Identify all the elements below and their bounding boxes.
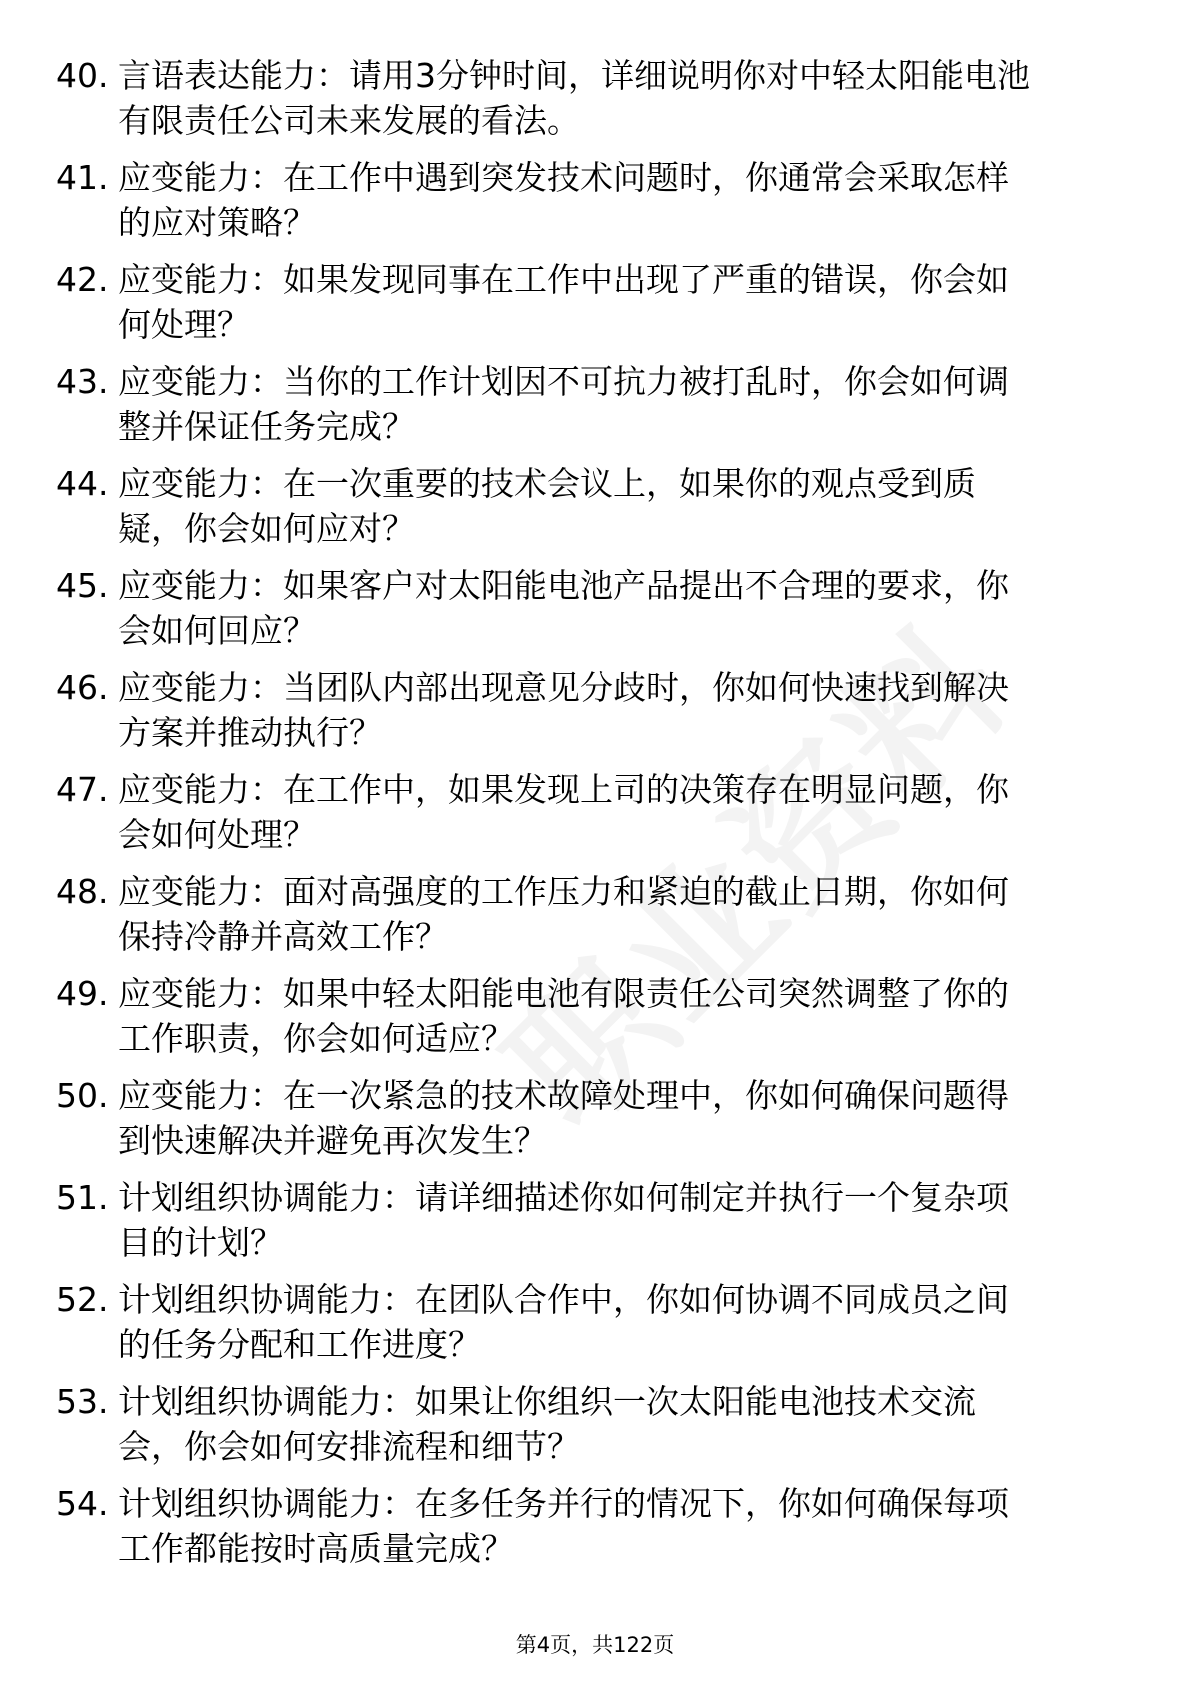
- question-text: 应变能力：当你的工作计划因不可抗力被打乱时，你会如何调整并保证任务完成？: [118, 362, 1009, 446]
- question-text: 应变能力：如果发现同事在工作中出现了严重的错误，你会如何处理？: [118, 260, 1009, 344]
- question-item: [56, 563, 1136, 653]
- question-number: 51.: [56, 1178, 109, 1217]
- question-item: [56, 767, 1136, 857]
- question-text: 应变能力：面对高强度的工作压力和紧迫的截止日期，你如何保持冷静并高效工作？: [118, 872, 1009, 956]
- question-number: 43.: [56, 362, 109, 401]
- question-item: [56, 53, 1136, 143]
- question-number: 41.: [56, 158, 109, 197]
- question-item: [56, 1175, 1136, 1265]
- question-item: [56, 971, 1136, 1061]
- question-text: 计划组织协调能力：在团队合作中，你如何协调不同成员之间的任务分配和工作进度？: [118, 1280, 1009, 1364]
- question-text: 应变能力：如果中轻太阳能电池有限责任公司突然调整了你的工作职责，你会如何适应？: [118, 974, 1009, 1058]
- question-text: 应变能力：在工作中遇到突发技术问题时，你通常会采取怎样的应对策略？: [118, 158, 1009, 242]
- page-footer: [0, 1630, 1190, 1660]
- question-item: [56, 155, 1136, 245]
- question-text: 计划组织协调能力：如果让你组织一次太阳能电池技术交流会，你会如何安排流程和细节？: [118, 1382, 976, 1466]
- question-item: [56, 461, 1136, 551]
- question-number: 40.: [56, 56, 109, 95]
- question-item: [56, 359, 1136, 449]
- question-number: 46.: [56, 668, 109, 707]
- question-item: [56, 257, 1136, 347]
- question-text: 应变能力：如果客户对太阳能电池产品提出不合理的要求，你会如何回应？: [118, 566, 1009, 650]
- question-number: 50.: [56, 1076, 109, 1115]
- question-text: 言语表达能力：请用3分钟时间，详细说明你对中轻太阳能电池有限责任公司未来发展的看法。: [118, 56, 1030, 140]
- question-number: 49.: [56, 974, 109, 1013]
- question-number: 52.: [56, 1280, 109, 1319]
- question-text: 应变能力：在一次重要的技术会议上，如果你的观点受到质疑，你会如何应对？: [118, 464, 976, 548]
- question-number: 44.: [56, 464, 109, 503]
- question-text: 应变能力：在工作中，如果发现上司的决策存在明显问题，你会如何处理？: [118, 770, 1009, 854]
- question-text: 计划组织协调能力：在多任务并行的情况下，你如何确保每项工作都能按时高质量完成？: [118, 1484, 1009, 1568]
- question-text: 计划组织协调能力：请详细描述你如何制定并执行一个复杂项目的计划？: [118, 1178, 1009, 1262]
- question-text: 应变能力：当团队内部出现意见分歧时，你如何快速找到解决方案并推动执行？: [118, 668, 1009, 752]
- page-number-label: 第4页，共122页: [515, 1633, 675, 1657]
- question-number: 48.: [56, 872, 109, 911]
- question-number: 45.: [56, 566, 109, 605]
- question-list: [56, 53, 1136, 1583]
- question-text: 应变能力：在一次紧急的技术故障处理中，你如何确保问题得到快速解决并避免再次发生？: [118, 1076, 1009, 1160]
- question-item: [56, 1073, 1136, 1163]
- question-item: [56, 1277, 1136, 1367]
- question-item: [56, 1379, 1136, 1469]
- question-number: 54.: [56, 1484, 109, 1523]
- question-item: [56, 869, 1136, 959]
- question-number: 53.: [56, 1382, 109, 1421]
- question-number: 47.: [56, 770, 109, 809]
- question-item: [56, 665, 1136, 755]
- question-item: [56, 1481, 1136, 1571]
- question-number: 42.: [56, 260, 109, 299]
